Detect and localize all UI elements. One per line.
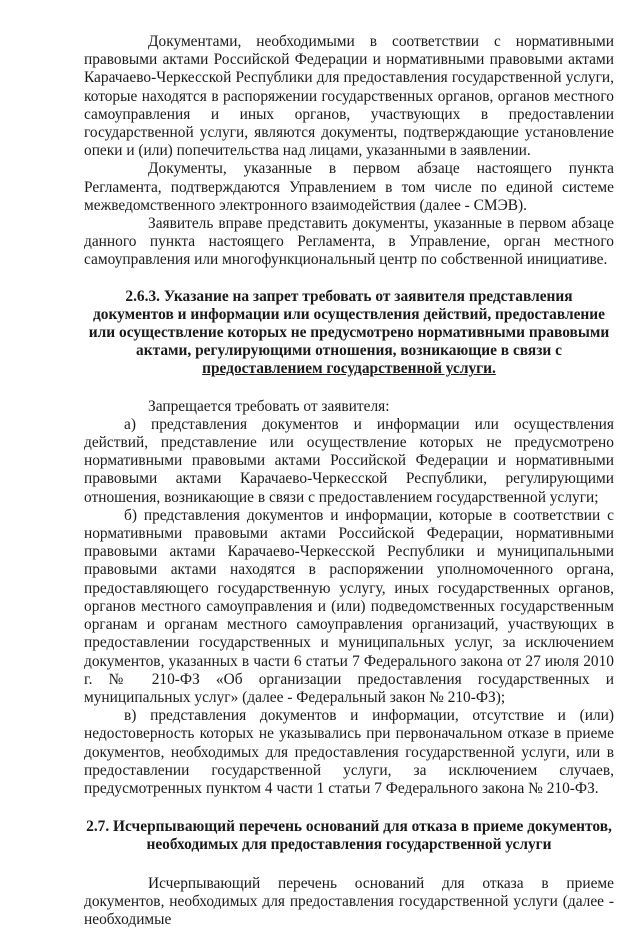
section-2-6-3-heading	[84, 288, 614, 379]
section-2-6-3-heading-underlined: предоставлением государственной услуги.	[202, 360, 496, 378]
prohibition-intro: Запрещается требовать от заявителя:	[148, 397, 390, 415]
prohibition-item-v: в) представления документов и информации, отсутствие и (или) недостоверность которых не указывались при первоначальном отказе в приеме документов, необходимых для предоставления государственной услуги, или в предоставлении государственной услуги, за исключением случаев, предусмотренных пунктом 4 части 1 статьи 7 Федерального закона № 210-ФЗ.	[84, 707, 614, 797]
prohibition-item-b: б) представления документов и информации, которые в соответствии с нормативными правовыми актами Российской Федерации, нормативными правовыми актами Карачаево-Черкесской Республики и муниципальными правовыми актами находятся в распоряжении уполномоченного органа, предоставляющего государственную услугу, иных государственных органов, органов местного самоуправления и (или) подведомственных государственным органам и органам местного самоуправления организаций, участвующих в предоставлении государственных и муниципальных услуг, за исключением документов, указанных в части 6 статьи 7 Федерального закона от 27 июля 2010 г. № 210-ФЗ «Об организации предоставления государственных и муниципальных услуг» (далее - Федеральный закон № 210-ФЗ);	[84, 506, 614, 706]
paragraph-documents-required: Документами, необходимыми в соответствии с нормативными правовыми актами Российской Федерации и нормативными правовыми актами Карачаево-Черкесской Республики для предоставления государственной услуги, которые находятся в распоряжении государственных органов, органов местного самоуправления и иных органов, участвующих в предоставлении государственной услуги, являются документы, подтверждающие установление опеки и (или) попечительства над лицами, указанными в заявлении.	[84, 33, 614, 160]
section-2-7-paragraph: Исчерпывающий перечень оснований для отказа в приеме документов, необходимых для предоставления государственной услуги (далее - необходимые	[84, 874, 614, 928]
prohibition-item-a: а) представления документов и информации или осуществления действий, представление или осуществление которых не предусмотрено нормативными правовыми актами Российской Федерации и нормативными правовыми актами Карачаево-Черкесской Республики, регулирующими отношения, возникающие в связи с предоставлением государственной услуги;	[84, 415, 614, 506]
paragraph-applicant-right: Заявитель вправе представить документы, указанные в первом абзаце данного пункта настоящего Регламента, в Управление, орган местного самоуправления или многофункциональный центр по собственной инициативе.	[84, 215, 614, 269]
paragraph-documents-confirmed: Документы, указанные в первом абзаце настоящего пункта Регламента, подтверждаются Управлением в том числе по единой системе межведомственного электронного взаимодействия (далее - СМЭВ).	[84, 160, 614, 214]
section-2-6-3-heading-text: 2.6.3. Указание на запрет требовать от заявителя представления документов и информации или осуществления действий, предоставление или осуществление которых не предусмотрено нормативными правовыми актами, регулирующими отношения, возникающие в связи с	[88, 287, 610, 360]
section-2-7-heading: 2.7. Исчерпывающий перечень оснований для отказа в приеме документов, необходимых для предоставления государственной услуги	[86, 818, 612, 854]
